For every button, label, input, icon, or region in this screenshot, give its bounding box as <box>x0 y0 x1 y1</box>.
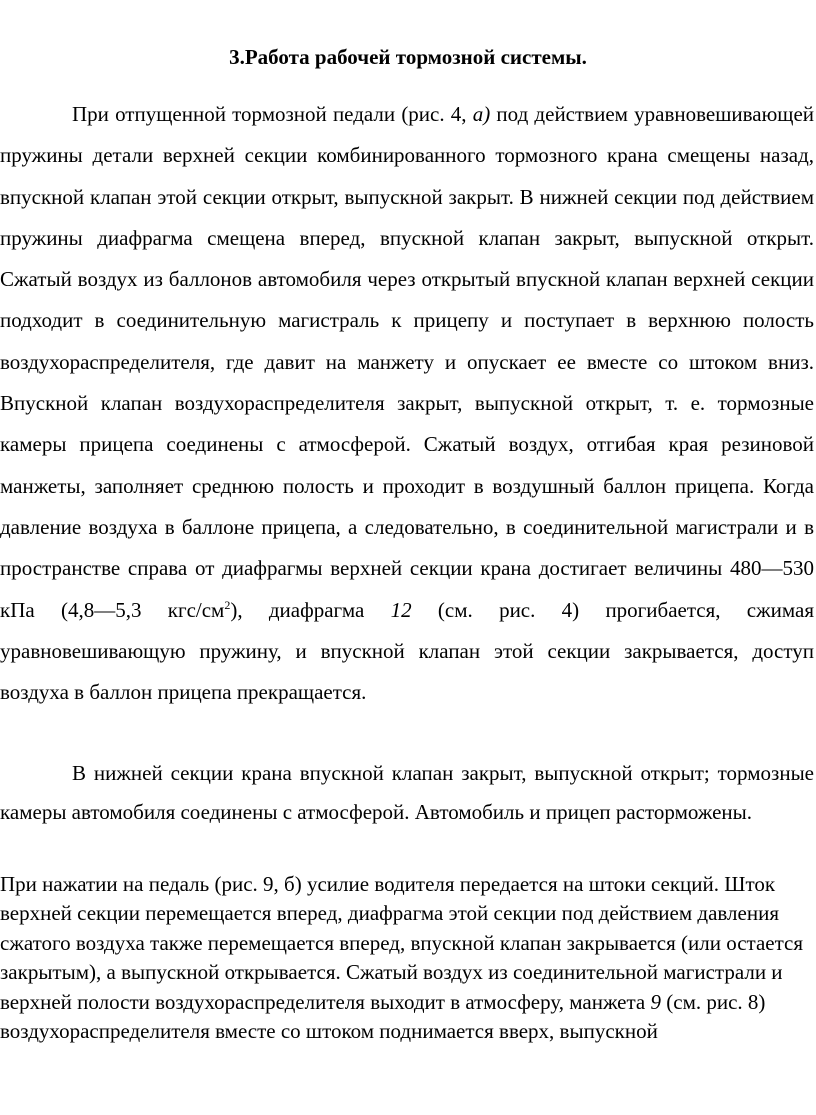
figure-ref-a: а) <box>472 102 491 126</box>
paragraph-2 <box>0 754 814 832</box>
superscript-2: 2 <box>224 597 231 612</box>
paragraph-1-text-a: При отпущенной тормозной педали (рис. 4, <box>72 102 473 126</box>
part-number-12: 12 <box>390 597 412 622</box>
paragraph-3-text-b: (см. рис. 8) воздухораспределителя вместе со штоком поднимается вверх, выпускной <box>0 989 766 1044</box>
paragraph-1-text-d: (см. рис. 4) прогибается, сжимая уравновешивающую пружину, и впускной клапан этой секции закрывается, доступ воздуха в баллон прицепа прекращается. <box>0 597 815 705</box>
paragraph-1 <box>0 94 814 713</box>
paragraph-2-text: В нижней секции крана впускной клапан закрыт, выпускной открыт; тормозные камеры автомобиля соединены с атмосферой. Автомобиль и прицеп расторможены. <box>0 761 814 824</box>
paragraph-3 <box>0 870 814 1046</box>
paragraph-3-text-a: При нажатии на педаль (рис. 9, б) усилие водителя передается на штоки секций. Шток верхней секции перемещается вперед, диафрагма этой секции под действием давления сжатого воздуха также перемещается вперед, впускной клапан закрывается (или остается закрытым), а выпускной открывается. Сжатый воздух из соединительной магистрали и верхней полости воздухораспределителя выходит в атмосферу, манжета <box>0 872 804 1014</box>
paragraph-1-text-c: ), диафрагма <box>230 597 391 622</box>
part-number-9: 9 <box>650 989 662 1014</box>
section-title: 3.Работа рабочей тормозной системы. <box>229 45 587 69</box>
paragraph-1-text-b: под действием уравновешивающей пружины детали верхней секции комбинированного тормозного крана смещены назад, впускной клапан этой секции открыт, выпускной закрыт. В нижней секции под действием пружины диафрагма смещена вперед, впускной клапан закрыт, выпускной открыт. Сжатый воздух из баллонов автомобиля через открытый впускной клапан верхней секции подходит в соединительную магистраль к прицепу и поступает в верхнюю полость воздухораспределителя, где давит на манжету и опускает ее вместе со штоком вниз. Впускной клапан воздухораспределителя закрыт, выпускной открыт, т. е. тормозные камеры прицепа соединены с атмосферой. Сжатый воздух, отгибая края резиновой манжеты, заполняет среднюю полость и проходит в воздушный баллон прицепа. Когда давление воздуха в баллоне прицепа, а следовательно, в соединительной магистрали и в пространстве справа от диафрагмы верхней секции крана достигает величины 480—530 кПа (4,8—5,3 кгс/см <box>0 102 814 622</box>
